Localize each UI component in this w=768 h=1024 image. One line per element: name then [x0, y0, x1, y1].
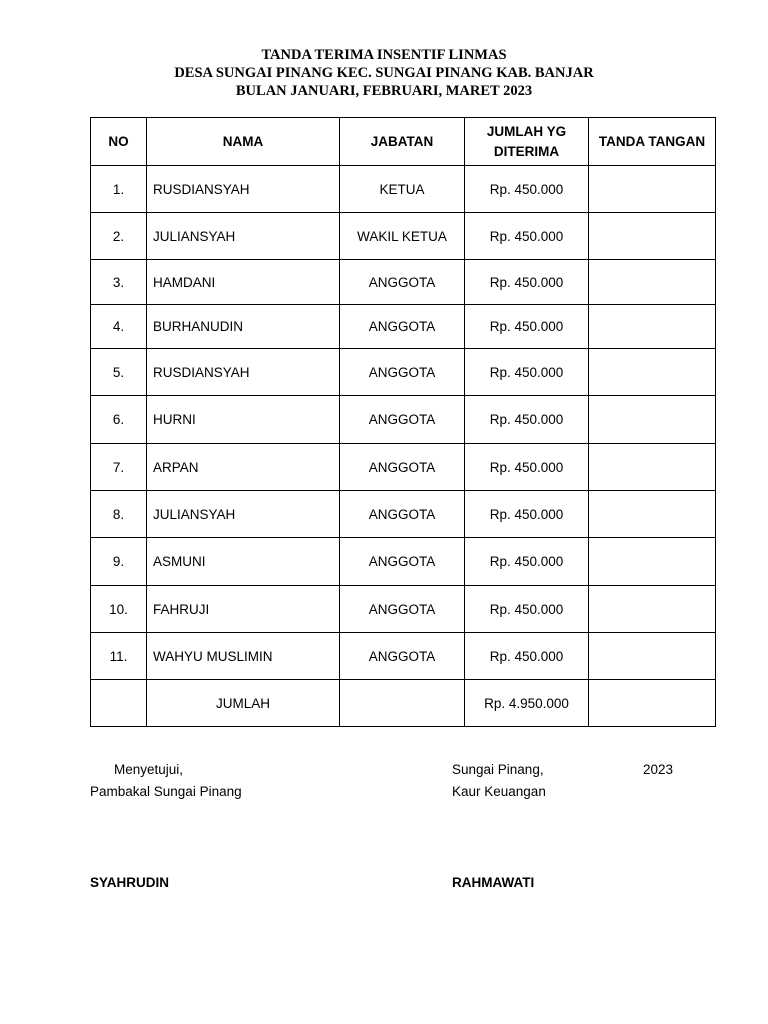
row-signature-cell — [589, 396, 716, 444]
row-no: 2. — [91, 213, 147, 260]
row-signature-cell — [589, 260, 716, 305]
row-nama: WAHYU MUSLIMIN — [147, 633, 340, 680]
row-jumlah: Rp. 450.000 — [465, 166, 589, 213]
row-nama: JULIANSYAH — [147, 491, 340, 538]
total-no-cell — [91, 680, 147, 727]
row-signature-cell — [589, 491, 716, 538]
row-nama: ARPAN — [147, 444, 340, 491]
row-nama: ASMUNI — [147, 538, 340, 586]
row-signature-cell — [589, 538, 716, 586]
column-header-jabatan: JABATAN — [340, 118, 465, 166]
receipt-table — [90, 117, 716, 727]
row-jabatan: ANGGOTA — [340, 538, 465, 586]
row-jabatan: KETUA — [340, 166, 465, 213]
row-signature-cell — [589, 633, 716, 680]
row-no: 3. — [91, 260, 147, 305]
row-jumlah: Rp. 450.000 — [465, 260, 589, 305]
table-row — [91, 396, 716, 444]
table-row — [91, 349, 716, 396]
table-row — [91, 538, 716, 586]
row-signature-cell — [589, 349, 716, 396]
title-line-2: DESA SUNGAI PINANG KEC. SUNGAI PINANG KAB. BANJAR — [174, 65, 594, 81]
approval-label: Menyetujui, — [114, 762, 184, 777]
table-row — [91, 444, 716, 491]
row-nama: HURNI — [147, 396, 340, 444]
row-no: 5. — [91, 349, 147, 396]
approver-name: SYAHRUDIN — [90, 875, 170, 890]
row-no: 7. — [91, 444, 147, 491]
row-jumlah: Rp. 450.000 — [465, 444, 589, 491]
title-line-1: TANDA TERIMA INSENTIF LINMAS — [261, 47, 507, 63]
row-jabatan: WAKIL KETUA — [340, 213, 465, 260]
row-signature-cell — [589, 586, 716, 633]
table-row — [91, 166, 716, 213]
row-jabatan: ANGGOTA — [340, 396, 465, 444]
row-jumlah: Rp. 450.000 — [465, 305, 589, 349]
table-row — [91, 586, 716, 633]
row-no: 6. — [91, 396, 147, 444]
row-signature-cell — [589, 305, 716, 349]
row-nama: RUSDIANSYAH — [147, 166, 340, 213]
total-value: Rp. 4.950.000 — [465, 680, 589, 727]
row-nama: RUSDIANSYAH — [147, 349, 340, 396]
column-header-jumlah: JUMLAH YG DITERIMA — [465, 118, 589, 166]
total-jabatan-cell — [340, 680, 465, 727]
column-header-tanda-tangan: TANDA TANGAN — [589, 118, 716, 166]
row-nama: BURHANUDIN — [147, 305, 340, 349]
row-signature-cell — [589, 444, 716, 491]
title-line-3: BULAN JANUARI, FEBRUARI, MARET 2023 — [235, 83, 533, 99]
place-label: Sungai Pinang, — [452, 762, 544, 777]
row-no: 8. — [91, 491, 147, 538]
treasurer-name: RAHMAWATI — [452, 875, 535, 890]
row-jabatan: ANGGOTA — [340, 305, 465, 349]
table-total-row — [91, 680, 716, 727]
approver-title: Pambakal Sungai Pinang — [90, 784, 242, 799]
table-row — [91, 491, 716, 538]
row-jabatan: ANGGOTA — [340, 586, 465, 633]
row-jumlah: Rp. 450.000 — [465, 349, 589, 396]
row-jumlah: Rp. 450.000 — [465, 491, 589, 538]
row-jabatan: ANGGOTA — [340, 491, 465, 538]
row-no: 10. — [91, 586, 147, 633]
row-no: 9. — [91, 538, 147, 586]
total-label: JUMLAH — [147, 680, 340, 727]
row-no: 4. — [91, 305, 147, 349]
table-row — [91, 260, 716, 305]
date-year: 2023 — [643, 762, 674, 777]
table-row — [91, 213, 716, 260]
row-jumlah: Rp. 450.000 — [465, 396, 589, 444]
document-title — [0, 46, 768, 100]
table-row — [91, 305, 716, 349]
row-jumlah: Rp. 450.000 — [465, 213, 589, 260]
row-signature-cell — [589, 166, 716, 213]
row-jumlah: Rp. 450.000 — [465, 538, 589, 586]
row-no: 11. — [91, 633, 147, 680]
table-header-row — [91, 118, 716, 166]
row-jumlah: Rp. 450.000 — [465, 586, 589, 633]
column-header-nama: NAMA — [147, 118, 340, 166]
row-jabatan: ANGGOTA — [340, 633, 465, 680]
row-jabatan: ANGGOTA — [340, 444, 465, 491]
row-jabatan: ANGGOTA — [340, 260, 465, 305]
treasurer-title: Kaur Keuangan — [452, 784, 546, 799]
row-nama: JULIANSYAH — [147, 213, 340, 260]
row-jabatan: ANGGOTA — [340, 349, 465, 396]
row-signature-cell — [589, 213, 716, 260]
table-row — [91, 633, 716, 680]
row-nama: FAHRUJI — [147, 586, 340, 633]
column-header-no: NO — [91, 118, 147, 166]
row-no: 1. — [91, 166, 147, 213]
total-signature-cell — [589, 680, 716, 727]
row-jumlah: Rp. 450.000 — [465, 633, 589, 680]
row-nama: HAMDANI — [147, 260, 340, 305]
